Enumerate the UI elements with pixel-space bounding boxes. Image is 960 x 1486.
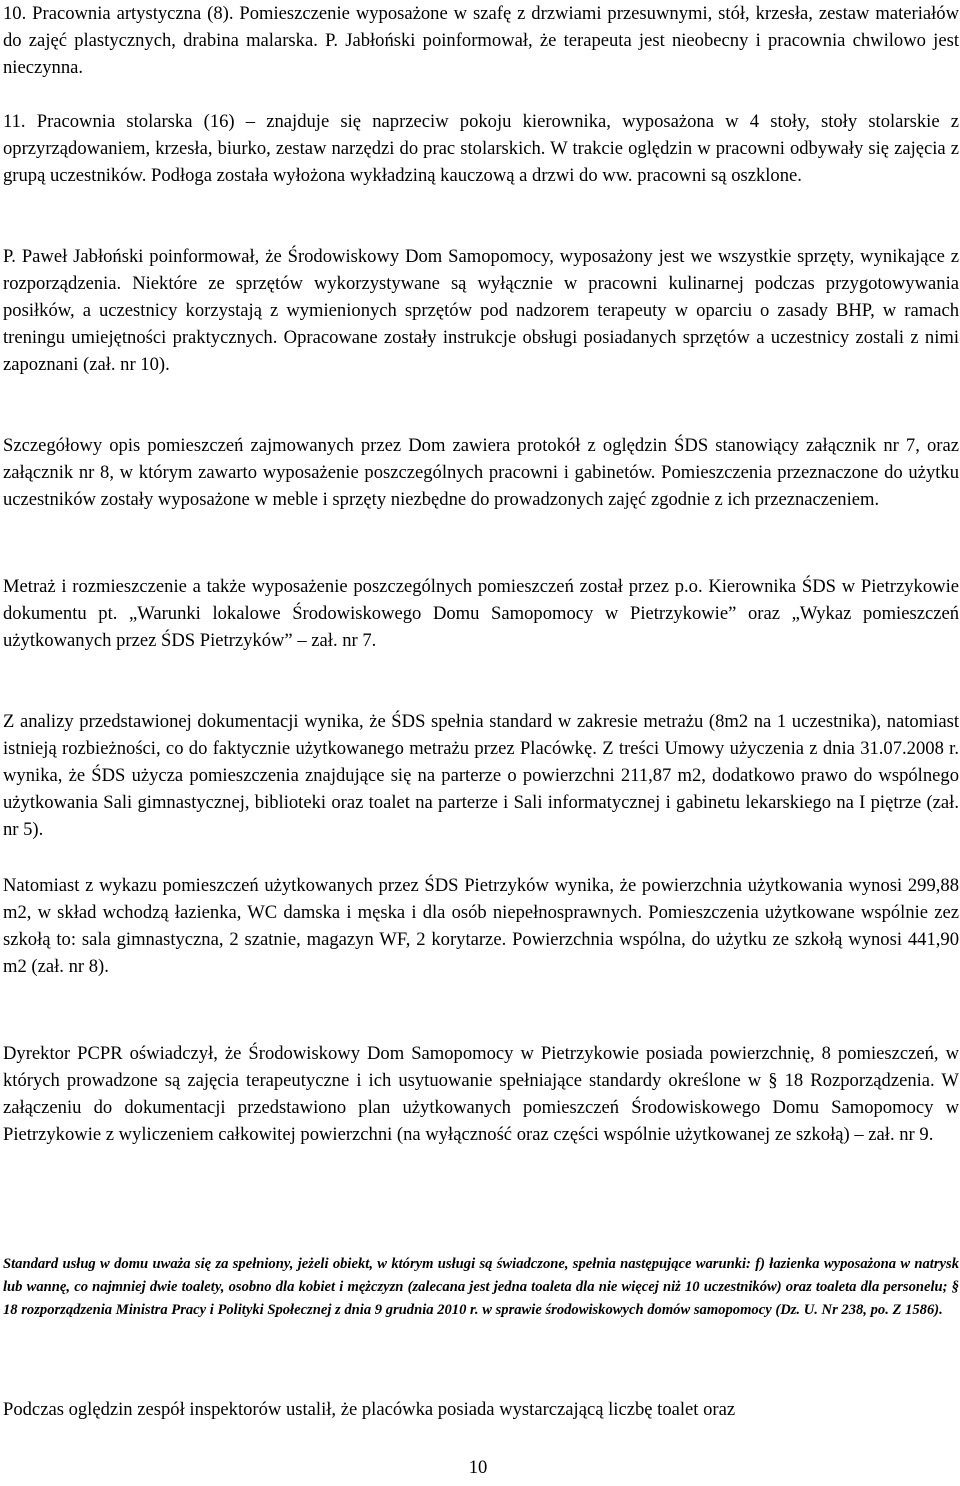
- section-10-pracownia-artystyczna: [3, 0, 959, 81]
- paragraph: Natomiast z wykazu pomieszczeń użytkowanych przez ŚDS Pietrzyków wynika, że powierzchnia użytkowania wynosi 299,88 m2, w skład wchodzą łazienka, WC damska i męska i dla osób niepełnosprawnych. Pomieszczenia użytkowane wspólnie zez szkołą to: sala gimnastyczna, 2 szatnie, magazyn WF, 2 korytarze. Powierzchnia wspólna, do użytku ze szkołą wynosi 441,90 m2 (zał. nr 8).: [3, 875, 959, 977]
- final-paragraph: [3, 1396, 959, 1423]
- equipment-paragraph: [3, 243, 959, 378]
- paragraph: Metraż i rozmieszczenie a także wyposażenie poszczególnych pomieszczeń został przez p.o. Kierownika ŚDS w Pietrzykowie dokumentu pt. „Warunki lokalowe Środowiskowego Domu Samopomocy w Pietrzykowie” oraz „Wykaz pomieszczeń użytkowanych przez ŚDS Pietrzyków” – zał. nr 7.: [3, 576, 959, 651]
- director-statement-paragraph: [3, 1040, 959, 1148]
- paragraph: P. Paweł Jabłoński poinformował, że Środowiskowy Dom Samopomocy, wyposażony jest we wszystkie sprzęty, wynikające z rozporządzenia. Niektóre ze sprzętów wykorzystywane są wyłącznie w pracowni kulinarnej podczas przygotowywania posiłków, a uczestnicy korzystają z wymienionych sprzętów pod nadzorem terapeuty w oparciu o zasady BHP, w ramach treningu umiejętności praktycznych. Opracowane zostały instrukcje obsługi posiadanych sprzętów a uczestnicy zostali z nimi zapoznani (zał. nr 10).: [3, 246, 959, 375]
- usage-area-paragraph: [3, 872, 959, 980]
- paragraph: 11. Pracownia stolarska (16) – znajduje się naprzeciw pokoju kierownika, wyposażona w 4 stoły, stoły stolarskie z oprzyrządowaniem, krzesła, biurko, zestaw narzędzi do prac stolarskich. W trakcie oględzin w pracowni odbywały się zajęcia z grupą uczestników. Podłoga została wyłożona wykładziną kauczową a drzwi do ww. pracowni są oszklone.: [3, 111, 959, 186]
- analysis-paragraph: [3, 708, 959, 843]
- paragraph: Dyrektor PCPR oświadczył, że Środowiskowy Dom Samopomocy w Pietrzykowie posiada powierzchnię, 8 pomieszczeń, w których prowadzone są zajęcia terapeutyczne i ich usytuowanie spełniające standardy określone w § 18 Rozporządzenia. W załączeniu do dokumentacji przedstawiono plan użytkowanych pomieszczeń Środowiskowego Domu Samopomocy w Pietrzykowie z wyliczeniem całkowitej powierzchni (na wyłączność oraz części wspólnie użytkowanej ze szkołą) – zał. nr 9.: [3, 1043, 959, 1145]
- area-paragraph: [3, 573, 959, 654]
- paragraph: Szczegółowy opis pomieszczeń zajmowanych przez Dom zawiera protokół z oględzin ŚDS stanowiący załącznik nr 7, oraz załącznik nr 8, w którym zawarto wyposażenie poszczególnych pracowni i gabinetów. Pomieszczenia przeznaczone do użytku uczestników zostały wyposażone w meble i sprzęty niezbędne do prowadzonych zajęć zgodnie z ich przeznaczeniem.: [3, 435, 959, 510]
- paragraph: Podczas oględzin zespół inspektorów ustalił, że placówka posiada wystarczającą liczbę toalet oraz: [3, 1399, 736, 1420]
- paragraph: 10. Pracownia artystyczna (8). Pomieszczenie wyposażone w szafę z drzwiami przesuwnymi, stół, krzesła, zestaw materiałów do zajęć plastycznych, drabina malarska. P. Jabłoński poinformował, że terapeuta jest nieobecny i pracownia chwilowo jest nieczynna.: [3, 3, 959, 78]
- page-number: 10: [468, 1457, 488, 1478]
- section-11-pracownia-stolarska: [3, 108, 959, 189]
- footnote-text: Standard usług w domu uważa się za spełniony, jeżeli obiekt, w którym usługi są świadczone, spełnia następujące warunki: f) łazienka wyposażona w natrysk lub wannę, co najmniej dwie toalety, osobno dla kobiet i mężczyzn (zalecana jest jedna toaleta dla nie więcej niż 10 uczestników) oraz toaleta dla personelu; § 18 rozporządzenia Ministra Pracy i Polityki Społecznej z dnia 9 grudnia 2010 r. w sprawie środowiskowych domów samopomocy (Dz. U. Nr 238, po. Z 1586).: [3, 1256, 959, 1319]
- footnote: [3, 1253, 959, 1323]
- paragraph: Z analizy przedstawionej dokumentacji wynika, że ŚDS spełnia standard w zakresie metrażu (8m2 na 1 uczestnika), natomiast istnieją rozbieżności, co do faktycznie użytkowanego metrażu przez Placówkę. Z treści Umowy użyczenia z dnia 31.07.2008 r. wynika, że ŚDS użycza pomieszczenia znajdujące się na parterze o powierzchni 211,87 m2, dodatkowo prawo do wspólnego użytkowania Sali gimnastycznej, biblioteki oraz toalet na parterze i Sali informatycznej i gabinetu lekarskiego na I piętrze (zał. nr 5).: [3, 711, 959, 840]
- rooms-description-paragraph: [3, 432, 959, 513]
